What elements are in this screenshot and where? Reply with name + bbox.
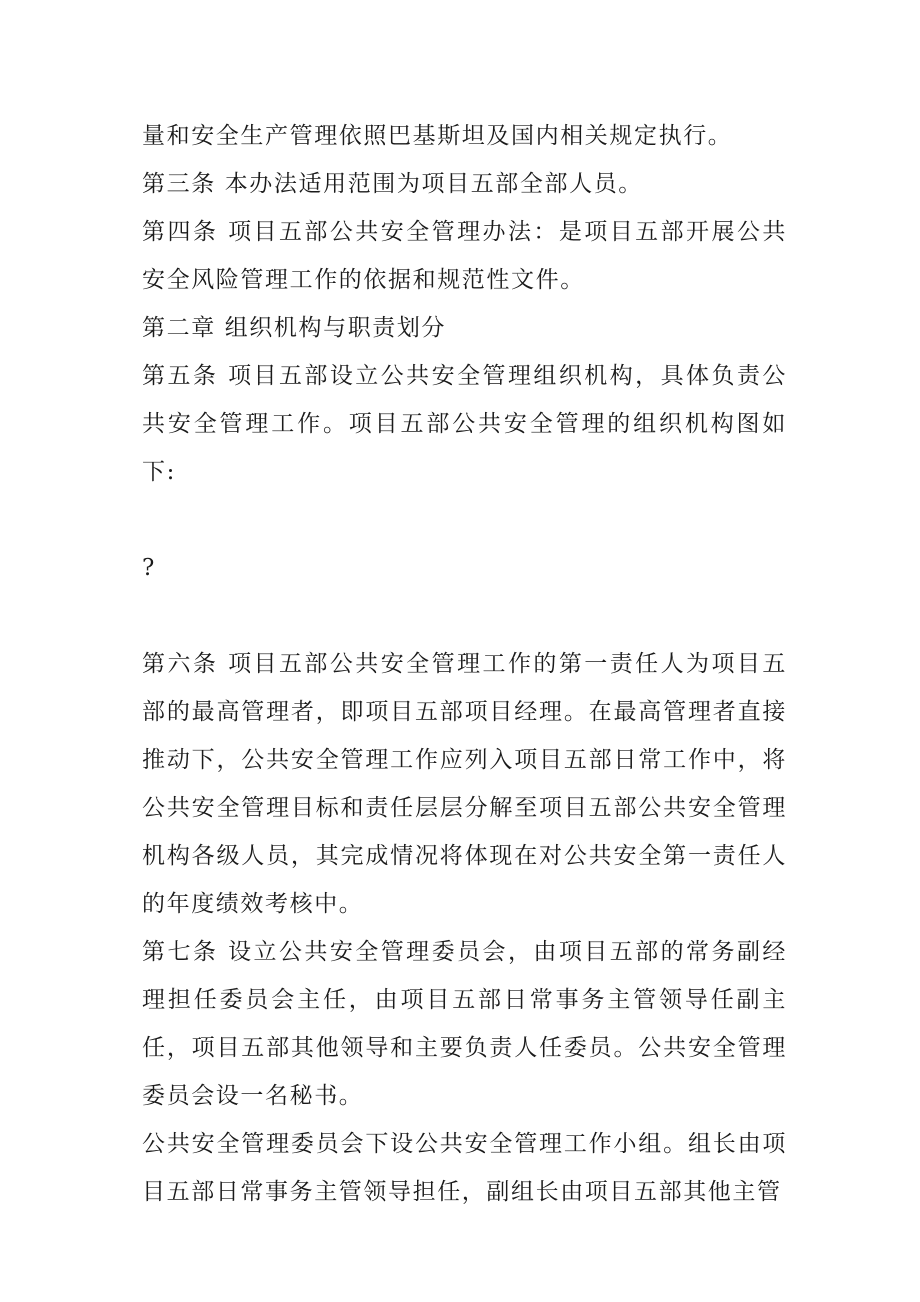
article-4: 第四条 项目五部公共安全管理办法：是项目五部开展公共安全风险管理工作的依据和规范性文件。	[142, 219, 787, 293]
article-7: 第七条 设立公共安全管理委员会，由项目五部的常务副经理担任委员会主任，由项目五部日常事务主管领导任副主任，项目五部其他领导和主要负责人任委员。公共安全管理委员会设一名秘书。	[142, 939, 787, 1109]
article-3: 第三条 本办法适用范围为项目五部全部人员。	[142, 171, 643, 197]
article-5: 第五条 项目五部设立公共安全管理组织机构，具体负责公共安全管理工作。项目五部公共安全管理的组织机构图如下:	[142, 363, 787, 485]
document-body	[142, 112, 787, 1216]
paragraph-continuation: 量和安全生产管理依照巴基斯坦及国内相关规定执行。	[142, 123, 733, 149]
chapter-2-heading: 第二章 组织机构与职责划分	[142, 315, 447, 341]
missing-figure-placeholder: ?	[142, 555, 156, 581]
article-6: 第六条 项目五部公共安全管理工作的第一责任人为项目五部的最高管理者，即项目五部项目经理。在最高管理者直接推动下，公共安全管理工作应列入项目五部日常工作中，将公共安全管理目标和责任层层分解至项目五部公共安全管理机构各级人员，其完成情况将体现在对公共安全第一责任人的年度绩效考核中。	[142, 651, 787, 917]
working-group-paragraph: 公共安全管理委员会下设公共安全管理工作小组。组长由项目五部日常事务主管领导担任，副组长由项目五部其他主管	[142, 1131, 787, 1205]
